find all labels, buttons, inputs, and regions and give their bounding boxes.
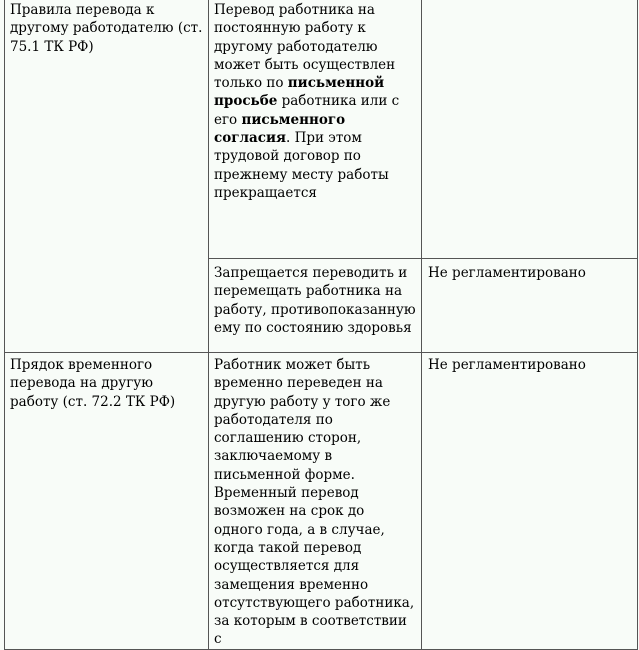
- cell-transfer-rules-other: [422, 0, 638, 259]
- cell-health-ban-other: Не регламентировано: [422, 259, 638, 353]
- transfer-bold-written-request: письменной просьбе: [214, 75, 385, 110]
- cell-temporary-transfer-other: Не регламентировано: [422, 353, 638, 650]
- table-row-transfer-rules: [5, 0, 638, 259]
- transfer-text-2: работника или с его: [214, 93, 400, 128]
- transfer-text-1: Перевод работника на постоянную работу к другому работодателю может быть осуществлен только по: [214, 2, 396, 92]
- cell-temporary-transfer-description: Работник может быть временно переведен на другую работу у того же работодателя по соглашению сторон, заключаемому в письменной форме. Временный перевод возможен на срок до одного года, а в случае, когда такой перевод осуществляется для замещения временно отсутствующего работника, за которым в соответствии с: [209, 353, 422, 650]
- row-label-temporary-transfer: Прядок временного перевода на другую работу (ст. 72.2 ТК РФ): [5, 353, 209, 650]
- table-row-temporary-transfer: [5, 353, 638, 650]
- transfer-text-3: . При этом трудовой договор по прежнему месту работы прекращается: [214, 130, 389, 201]
- cell-transfer-rules-description: [209, 0, 422, 259]
- comparison-table: [4, 0, 638, 650]
- row-label-transfer-rules: Правила перевода к другому работодателю (ст. 75.1 ТК РФ): [5, 0, 209, 353]
- cell-health-ban-description: Запрещается переводить и перемещать работника на работу, противопоказанную ему по состоянию здоровья: [209, 259, 422, 353]
- transfer-bold-written-consent: письменного согласия: [214, 111, 346, 147]
